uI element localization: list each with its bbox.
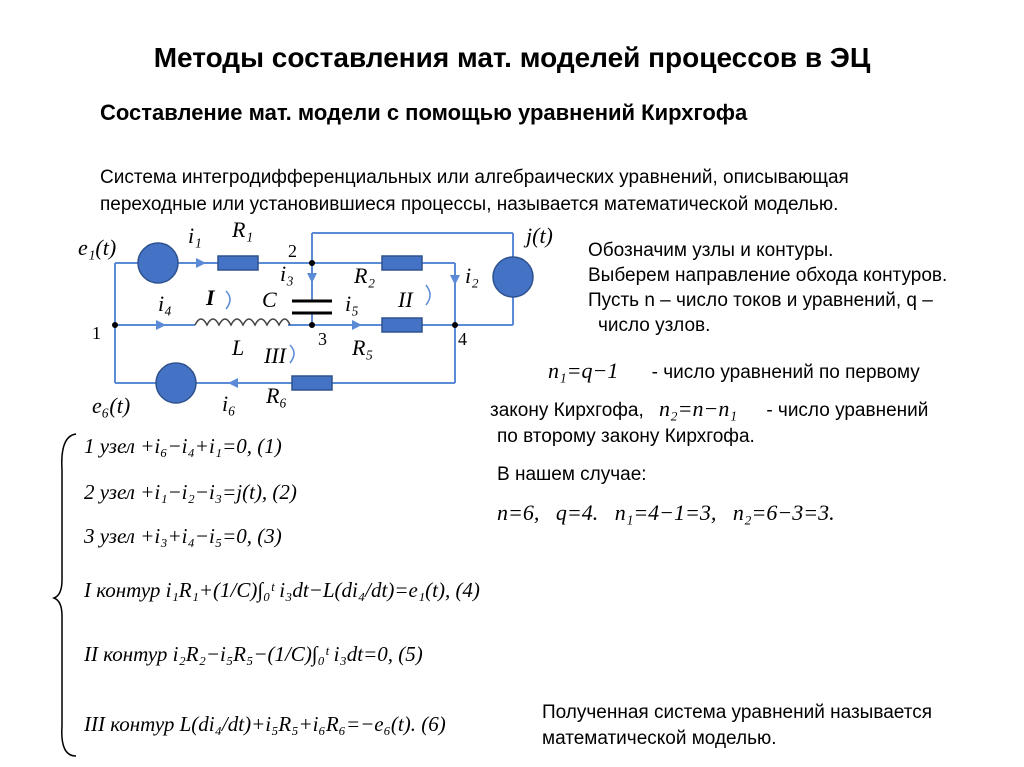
n1-description-2: закону Кирхгофа, — [490, 400, 644, 421]
label-e1: e₁(t) — [78, 235, 117, 260]
resistor-r2 — [382, 256, 422, 270]
n2-formula: n₂=n−n₁ — [659, 396, 738, 421]
explanation-line: Обозначим узлы и контуры. — [588, 240, 834, 261]
label-e6: e₆(t) — [92, 393, 131, 418]
loop-arrow-2 — [426, 285, 430, 305]
label-r1: R₁ — [232, 217, 254, 242]
n1-line — [548, 358, 920, 384]
label-loop-1: I — [206, 285, 215, 310]
loop-arrow-3 — [290, 345, 294, 363]
resistor-r5 — [382, 318, 422, 332]
source-e1 — [138, 243, 178, 283]
equation-1: 1 узел +i₆−i₄+i₁=0, (1) — [84, 434, 282, 458]
source-e6 — [156, 363, 196, 403]
label-c: C — [262, 287, 277, 312]
conclusion-line: Полученная система уравнений называется — [542, 702, 933, 723]
label-r6: R₆ — [266, 383, 288, 408]
intro-line: Система интегродифференциальных или алгебраических уравнений, описывающая — [100, 167, 849, 188]
source-j — [493, 257, 533, 297]
our-case-values: n=6, q=4. n₁=4−1=3, n₂=6−3=3. — [497, 500, 835, 525]
label-loop-2: II — [398, 287, 413, 312]
equation-5: II контур i₂R₂−i₅R₅−(1/C)∫₀ᵗ i₃dt=0, (5) — [84, 642, 423, 666]
node-2 — [309, 260, 315, 266]
label-node-3: 3 — [318, 329, 327, 349]
n2-description-text: по второму закону Кирхгофа. — [497, 426, 755, 447]
intro-line: переходные или установившиеся процессы, называется математической моделью. — [100, 194, 839, 215]
system-brace — [52, 430, 82, 760]
n1-formula: n₁=q−1 — [548, 358, 619, 383]
node-4 — [452, 322, 458, 328]
arrow-i5 — [352, 320, 362, 330]
label-i2: i₂ — [465, 263, 479, 288]
page-title: Методы составления мат. моделей процессов в ЭЦ — [153, 42, 871, 73]
label-node-2: 2 — [288, 241, 297, 261]
label-node-1: 1 — [92, 323, 101, 343]
label-j: j(t) — [526, 223, 553, 248]
label-r5: R₅ — [352, 335, 374, 360]
arrow-i3 — [307, 273, 317, 283]
explanation-line: Пусть n – число токов и уравнений, q – — [588, 290, 933, 311]
explanation-line: Выберем направление обхода контуров. — [588, 265, 948, 286]
equation-6: III контур L(di₄/dt)+i₅R₅+i₆R₆=−e₆(t). (6) — [84, 712, 446, 736]
equation-2: 2 узел +i₁−i₂−i₃=j(t), (2) — [84, 480, 297, 504]
arrow-i6 — [228, 378, 238, 388]
label-i6: i₆ — [222, 391, 236, 416]
inductor — [195, 319, 290, 325]
loop-arrow-1 — [226, 291, 230, 309]
label-l: L — [232, 335, 245, 360]
intro-paragraph — [100, 164, 1010, 218]
label-i4: i₄ — [158, 291, 172, 316]
n1-description: - число уравнений по первому — [651, 362, 920, 383]
conclusion-line: математической моделью. — [542, 728, 777, 749]
node-1 — [112, 322, 118, 328]
n2-description: - число уравнений — [766, 400, 929, 421]
label-r2: R₂ — [354, 263, 376, 288]
subtitle: Составление мат. модели с помощью уравнений Кирхгофа — [100, 100, 748, 125]
n2-line — [490, 396, 928, 422]
resistor-r6 — [292, 376, 332, 390]
label-i1: i₁ — [188, 223, 202, 248]
circuit-diagram — [0, 215, 580, 425]
our-case-label — [497, 464, 647, 486]
explanation-block — [588, 238, 1018, 338]
equation-3: 3 узел +i₃+i₄−i₅=0, (3) — [84, 524, 282, 548]
resistor-r1 — [218, 256, 258, 270]
arrow-i4 — [156, 320, 166, 330]
our-case-text: В нашем случае: — [497, 464, 647, 485]
n2-description-2 — [497, 426, 755, 448]
explanation-line: число узлов. — [598, 315, 711, 336]
arrow-i1 — [196, 258, 206, 268]
label-node-4: 4 — [458, 329, 467, 349]
equation-4: I контур i₁R₁+(1/C)∫₀ᵗ i₃dt−L(di₄/dt)=e₁(t), (4) — [84, 578, 480, 602]
conclusion — [542, 700, 932, 752]
label-i5: i₅ — [345, 291, 359, 316]
label-i3: i₃ — [280, 261, 294, 286]
node-3 — [309, 322, 315, 328]
label-loop-3: III — [264, 343, 286, 368]
arrow-i2 — [450, 275, 460, 285]
